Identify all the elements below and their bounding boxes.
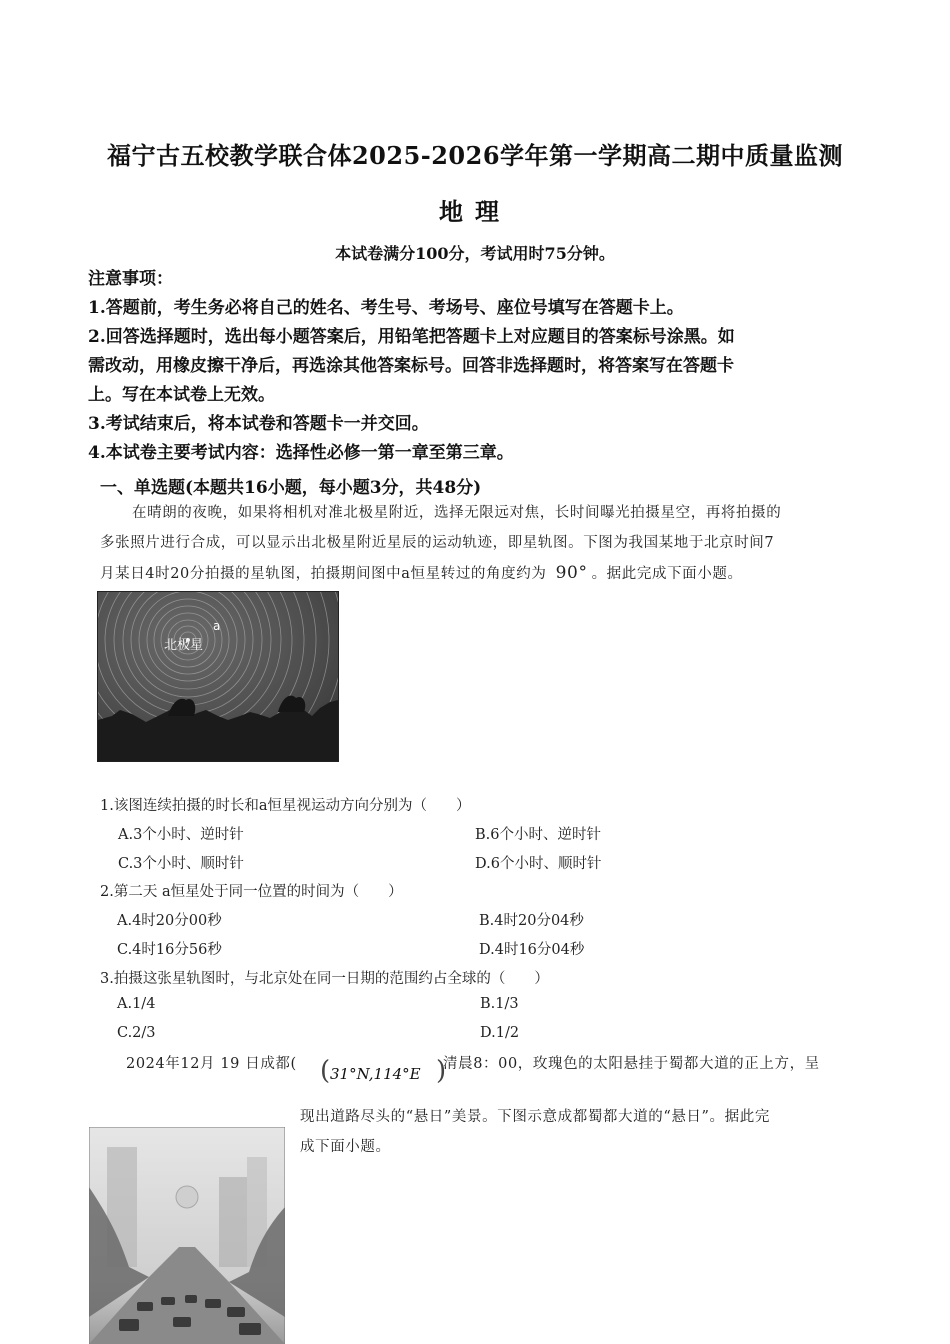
note-item-4: 4.本试卷主要考试内容：选择性必修一第一章至第三章。	[88, 443, 514, 463]
passage2-line-3: 成下面小题。	[300, 1139, 391, 1155]
passage1-line-3	[100, 559, 743, 589]
coords-left-paren: (	[320, 1056, 331, 1086]
question-3-stem: 3.拍摄这张星轨图时，与北京处在同一日期的范围约占全球的（ ）	[100, 971, 549, 987]
star-trail-image	[98, 592, 338, 761]
note-item-1: 1.答题前，考生务必将自己的姓名、考生号、考场号、座位号填写在答题卡上。	[88, 298, 684, 318]
question-2-stem: 2.第二天 a恒星处于同一位置的时间为（ ）	[100, 884, 403, 900]
question-1-stem: 1.该图连续拍摄的时长和a恒星视运动方向分别为（ ）	[100, 798, 471, 814]
star-a-label: a	[213, 619, 221, 633]
passage2-line-1	[126, 1053, 297, 1075]
passage2-lead: 2024年12月 19 日成都(	[126, 1056, 297, 1072]
notes-block	[88, 265, 848, 468]
question-1-option-a: A.3个小时、逆时针	[118, 827, 244, 843]
passage1-line-2: 多张照片进行合成，可以显示出北极星附近星辰的运动轨迹，即星轨图。下图为我国某地于北京时间7	[100, 535, 775, 551]
star-trail-photo	[97, 591, 339, 762]
section-heading: 一、单选题(本题共16小题，每小题3分，共48分)	[100, 478, 482, 498]
passage2-line-2: 现出道路尽头的“悬日”美景。下图示意成都蜀都大道的“悬日”。据此完	[300, 1109, 770, 1125]
exam-info: 本试卷满分100分，考试用时75分钟。	[335, 244, 615, 263]
question-1-option-b: B.6个小时、逆时针	[475, 827, 601, 843]
question-3-option-b: B.1/3	[480, 996, 519, 1012]
hanging-sun-image	[89, 1127, 285, 1344]
coordinates: 31°N,114°E	[330, 1065, 421, 1083]
question-2-option-b: B.4时20分04秒	[479, 913, 584, 929]
question-2-option-a: A.4时20分00秒	[117, 913, 222, 929]
passage1-line-3-b: 。据此完成下面小题。	[591, 566, 743, 582]
exam-title: 福宁古五校教学联合体2025-2026学年第一学期高二期中质量监测	[106, 141, 844, 170]
question-1-option-d: D.6个小时、顺时针	[475, 856, 602, 872]
note-item-3: 3.考试结束后，将本试卷和答题卡一并交回。	[88, 414, 429, 434]
question-3-option-d: D.1/2	[480, 1025, 520, 1041]
passage2-tail: 清晨8：00，玫瑰色的太阳悬挂于蜀都大道的正上方，呈	[443, 1056, 820, 1072]
question-3-option-a: A.1/4	[117, 996, 156, 1012]
hanging-sun-photo	[89, 1127, 285, 1344]
polaris-label: 北极星	[164, 638, 204, 653]
note-item-2-line-2: 需改动，用橡皮擦干净后，再选涂其他答案标号。回答非选择题时，将答案写在答题卡	[88, 356, 734, 376]
coords-right-paren: )	[436, 1056, 447, 1086]
question-2-option-c: C.4时16分56秒	[117, 942, 222, 958]
angle-value: 90°	[555, 563, 588, 583]
subject-title: 地理	[439, 197, 511, 226]
note-item-2-line-1: 2.回答选择题时，选出每小题答案后，用铅笔把答题卡上对应题目的答案标号涂黑。如	[88, 327, 735, 347]
question-3-option-c: C.2/3	[117, 1025, 156, 1041]
sun-icon	[176, 1186, 198, 1208]
question-2-option-d: D.4时16分04秒	[479, 942, 585, 958]
note-item-2-line-3: 上。写在本试卷上无效。	[88, 385, 275, 405]
question-1-option-c: C.3个小时、顺时针	[118, 856, 244, 872]
passage1-line-1: 在晴朗的夜晚，如果将相机对准北极星附近，选择无限远对焦，长时间曝光拍摄星空，再将拍摄的	[132, 505, 782, 521]
passage1-line-3-a: 月某日4时20分拍摄的星轨图，拍摄期间图中a恒星转过的角度约为	[100, 566, 547, 582]
notes-heading: 注意事项：	[88, 269, 173, 289]
